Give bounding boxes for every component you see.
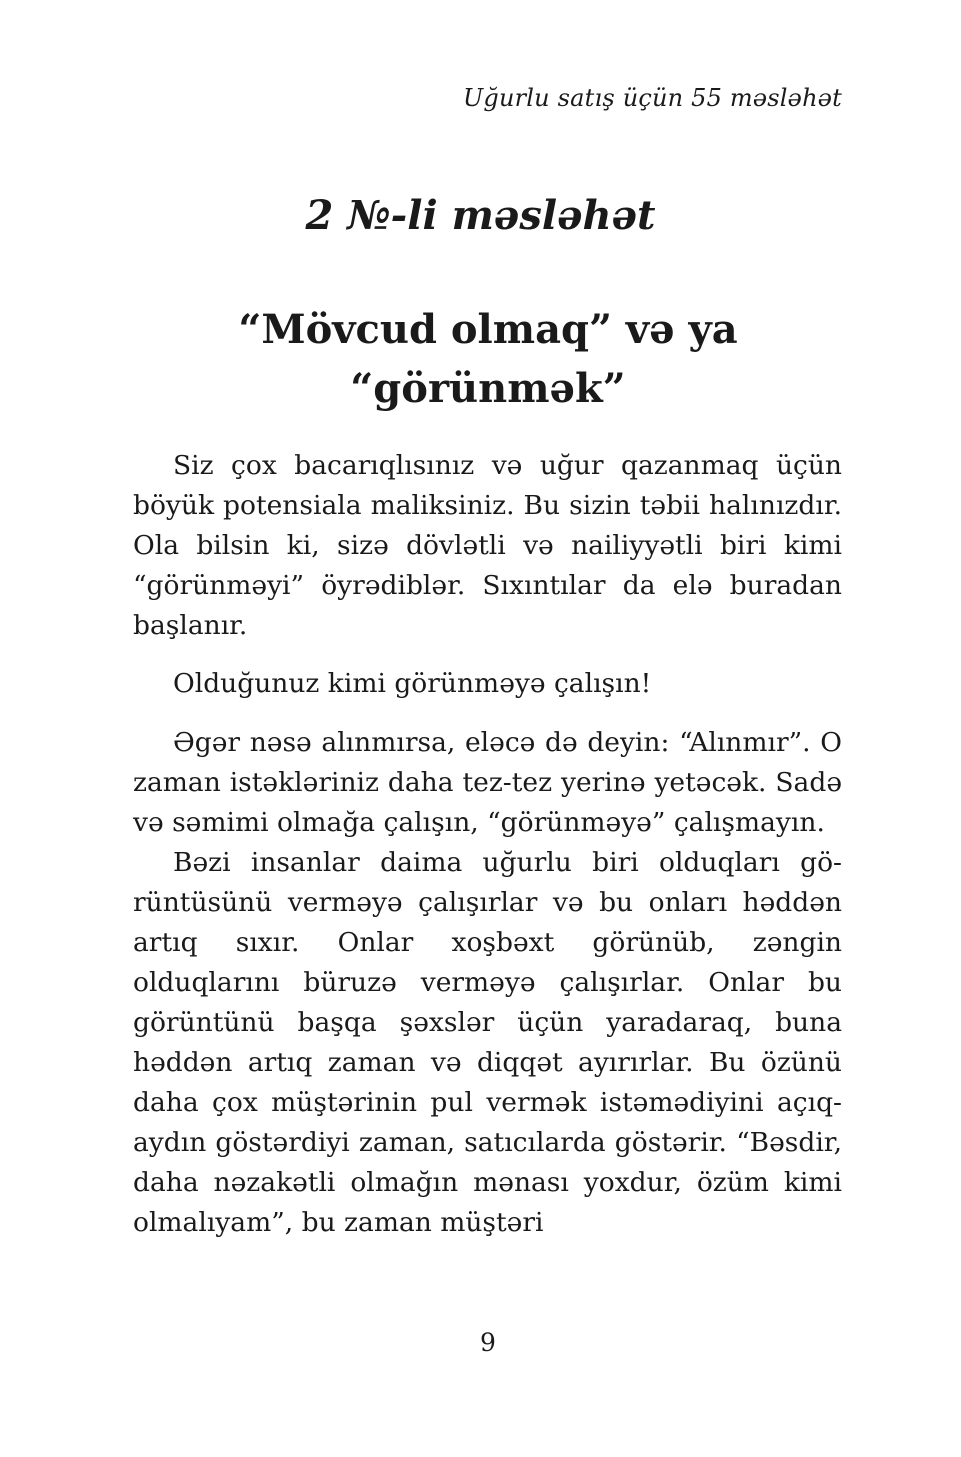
chapter-title: 2 №-li məsləhət <box>305 192 656 239</box>
section-title-line-2: “görünmək” <box>350 365 626 412</box>
section-title-line-1: “Mövcud olmaq” və ya <box>238 306 738 353</box>
running-header: Uğurlu satış üçün 55 məsləhət <box>462 84 842 112</box>
body-text <box>133 446 842 1243</box>
page-number: 9 <box>480 1328 496 1357</box>
paragraph-1: Siz çox bacarıqlısınız və uğur qazanmaq üçün böyük potensiala maliksiniz. Bu sizin təbii halınızdır. Ola bilsin ki, sizə dövlətli və nailiyyətli biri kimi “görünməyi” öyrədiblər. Sıxıntılar da elə buradan başlanır. <box>133 450 842 641</box>
paragraph-2: Olduğunuz kimi görünməyə çalışın! <box>173 668 652 699</box>
paragraph-3: Əgər nəsə alınmırsa, eləcə də deyin: “Alınmır”. O zaman istəkləriniz daha tez-tez yerinə yetəcək. Sadə və səmimi olmağa çalışın, “görünməyə” çalışmayın. <box>133 727 842 838</box>
paragraph-4: Bəzi insanlar daima uğurlu biri olduqları görüntüsünü verməyə çalışırlar və bu onları həddən artıq sıxır. Onlar xoşbəxt görünüb, zəngin olduqlarını büruzə verməyə çalışırlar. Onlar bu görüntünü başqa şəxslər üçün yaradaraq, buna həddən artıq zaman və diqqət ayırırlar. Bu özünü daha çox müştərinin pul vermək istəmədiyini açıq-aydın göstərdiyi zaman, satıcılarda göstərir. “Bəsdir, daha nəzakətli olmağın mənası yoxdur, özüm kimi olmalıyam”, bu zaman müştəri <box>133 847 842 1238</box>
section-title <box>0 300 961 418</box>
